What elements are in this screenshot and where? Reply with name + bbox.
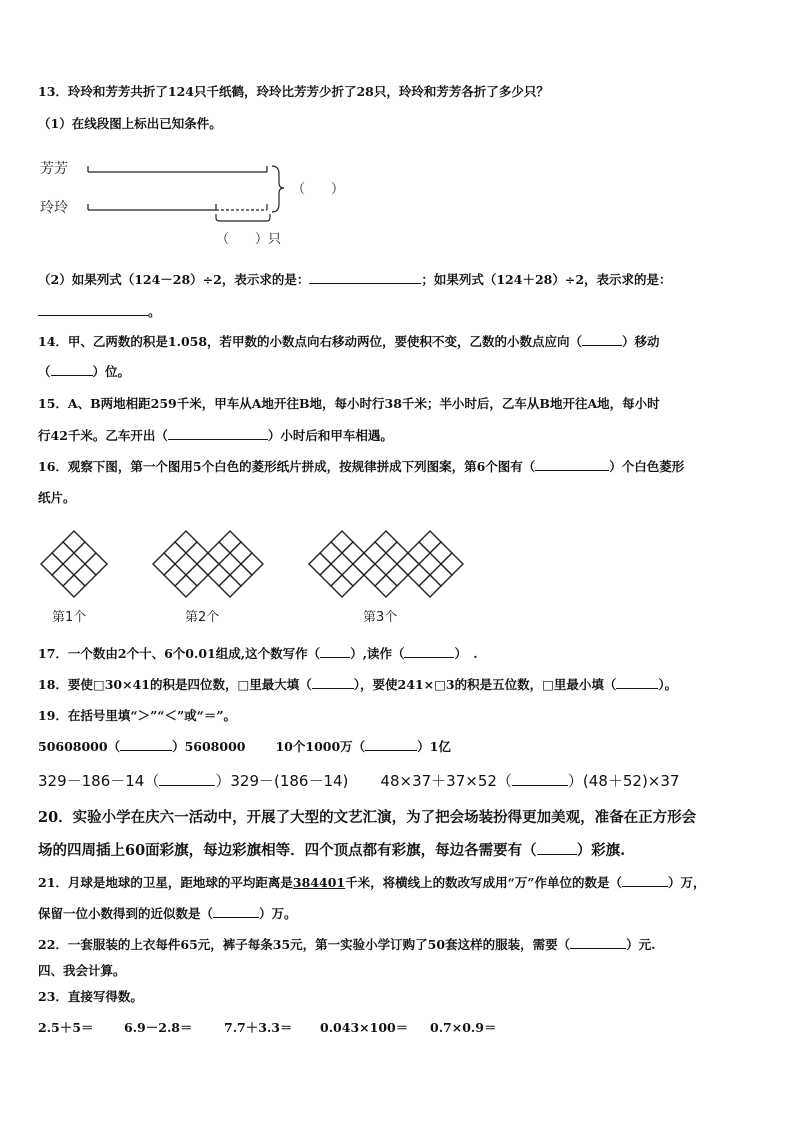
- q17-line: [38, 646, 478, 662]
- q21-underlined-number: 384401: [292, 875, 346, 890]
- answer-blank-16[interactable]: [535, 459, 609, 471]
- q22-text-a: 22．一套服装的上衣每件65元，裤子每条35元，第一实验小学订购了50套这样的服装，需要（: [38, 937, 571, 952]
- q13-part2: [38, 272, 672, 288]
- q14-text-d: ）位。: [92, 364, 131, 379]
- q14-text-b: ）移动: [622, 334, 660, 349]
- q23-items: [38, 1020, 496, 1036]
- q18-text-c: ）。: [658, 677, 678, 692]
- fig-label-1: 第1个: [52, 610, 87, 625]
- q22-text-b: ）元.: [626, 937, 656, 952]
- q16-text-a: 16．观察下图，第一个图用5个白色的菱形纸片拼成，按规律拼成下列图案，第6个图有（: [38, 459, 536, 474]
- q19-r1-a: 50608000（: [38, 739, 121, 754]
- q15-text-b: ）小时后和甲车相遇。: [267, 428, 393, 443]
- q19-r2-b: ）329－(186－14): [215, 772, 349, 790]
- calc-item-3: 7.7＋3.3＝: [224, 1020, 293, 1035]
- calc-item-4: 0.043×100＝: [320, 1020, 409, 1035]
- q13-part2-end: 。: [148, 304, 161, 319]
- answer-blank-19b[interactable]: [365, 739, 417, 751]
- q13-part1: （1）在线段图上标出已知条件。: [38, 116, 222, 131]
- q18-text-a: 18．要使□30×41的积是四位数，□里最大填（: [38, 677, 312, 692]
- right-brace: [272, 166, 284, 212]
- q17-text-a: 17．一个数由2个十、6个0.01组成,这个数写作（: [38, 646, 321, 661]
- calc-item-1: 2.5＋5＝: [38, 1020, 94, 1035]
- q16-line2: 纸片。: [38, 490, 76, 505]
- q19-r2-a: 329－186－14（: [38, 772, 160, 790]
- q19-row2: [38, 770, 679, 792]
- q22-line: [38, 937, 655, 953]
- q16-text-b: ）个白色菱形: [609, 459, 685, 474]
- q13-part2-a: （2）如果列式（124－28）÷2，表示求的是：: [38, 272, 310, 287]
- q20-text-a: 场的四周插上60面彩旗，每边彩旗相等．四个顶点都有彩旗，每边各需要有（: [38, 842, 537, 859]
- q21-text-e: ）万。: [259, 906, 297, 921]
- fig-label-2: 第2个: [185, 610, 220, 625]
- q21-text-a: 21．月球是地球的卫星，距地球的平均距离是: [38, 875, 293, 890]
- pattern-1: [41, 531, 107, 597]
- calc-item-5: 0.7×0.9＝: [430, 1020, 497, 1035]
- answer-blank-13a[interactable]: [309, 272, 421, 284]
- q19-r1-d: ）1亿: [417, 739, 451, 754]
- q19-r2-d: ）(48＋52)×37: [567, 772, 680, 790]
- rhombus-pattern-figure: [36, 520, 476, 630]
- q13-segment-diagram: [36, 150, 366, 250]
- q15-line1: 15．A、B两地相距259千米，甲车从A地开往B地，每小时行38千米；半小时后，乙车从B地开往A地，每小时: [38, 396, 660, 411]
- q18-line: [38, 677, 677, 693]
- q19-title: 19．在括号里填“＞”“＜”或“＝”。: [38, 708, 237, 723]
- answer-blank-19a[interactable]: [120, 739, 172, 751]
- answer-blank-21a[interactable]: [622, 875, 668, 887]
- answer-blank-14b[interactable]: [51, 364, 93, 376]
- answer-blank-14a[interactable]: [582, 334, 622, 346]
- q13-part2-b: ；如果列式（124＋28）÷2，表示求的是：: [421, 272, 672, 287]
- answer-blank-22[interactable]: [570, 937, 626, 949]
- q15-line2: [38, 428, 393, 444]
- answer-blank-18a[interactable]: [312, 677, 354, 689]
- diff-blank: （ ）只: [216, 232, 282, 247]
- q13-part2-cont: [38, 304, 161, 320]
- q19-r2-c: 48×37＋37×52（: [380, 772, 512, 790]
- answer-blank-18b[interactable]: [616, 677, 658, 689]
- pattern-3: [309, 531, 463, 597]
- q23-title: 23．直接写得数。: [38, 989, 143, 1004]
- answer-blank-13b[interactable]: [38, 304, 148, 316]
- answer-blank-19d[interactable]: [512, 772, 568, 786]
- pattern-2: [153, 531, 263, 597]
- q13-title: 13．玲玲和芳芳共折了124只千纸鹤，玲玲比芳芳少折了28只，玲玲和芳芳各折了多少只？: [38, 84, 549, 99]
- answer-blank-21b[interactable]: [213, 906, 259, 918]
- q19-r1-c: 10个1000万（: [275, 739, 366, 754]
- bottom-brace: [216, 214, 270, 221]
- answer-blank-19c[interactable]: [159, 772, 215, 786]
- q20-line1: 20．实验小学在庆六一活动中，开展了大型的文艺汇演，为了把会场装扮得更加美观，准备在正方形会: [38, 809, 697, 826]
- label-fangfang: 芳芳: [40, 161, 68, 177]
- q14-line1: [38, 334, 660, 350]
- answer-blank-17a[interactable]: [320, 646, 350, 658]
- q17-text-c: ） .: [454, 646, 478, 661]
- label-lingling: 玲玲: [40, 200, 68, 216]
- q18-text-b: ），要使241×□3的积是五位数，□里最小填（: [353, 677, 617, 692]
- q21-line1: [38, 875, 706, 891]
- q21-text-d: 保留一位小数得到的近似数是（: [38, 906, 214, 921]
- q14-text-c: （: [38, 364, 51, 379]
- q21-text-b: 千米，将横线上的数改写成用“万”作单位的数是（: [345, 875, 622, 890]
- q14-text-a: 14．甲、乙两数的积是1.058，若甲数的小数点向右移动两位，要使积不变，乙数的小数点应向（: [38, 334, 583, 349]
- answer-blank-15[interactable]: [168, 428, 268, 440]
- calc-item-2: 6.9－2.8＝: [124, 1020, 193, 1035]
- q21-line2: [38, 906, 297, 922]
- q19-r1-b: ）5608000: [172, 739, 246, 754]
- q16-line1: [38, 459, 684, 475]
- section-4-heading: 四、我会计算。: [38, 963, 126, 978]
- fig-label-3: 第3个: [363, 610, 398, 625]
- q14-line2: [38, 364, 130, 380]
- brace-blank: （ ）: [292, 182, 345, 197]
- q20-line2: [38, 840, 625, 861]
- answer-blank-20[interactable]: [537, 840, 577, 855]
- answer-blank-17b[interactable]: [404, 646, 454, 658]
- q20-text-b: ）彩旗.: [576, 842, 626, 859]
- q17-text-b: ）,读作（: [350, 646, 405, 661]
- q19-row1: [38, 739, 451, 755]
- q21-text-c: ）万，: [667, 875, 706, 890]
- q15-text-a: 行42千米。乙车开出（: [38, 428, 168, 443]
